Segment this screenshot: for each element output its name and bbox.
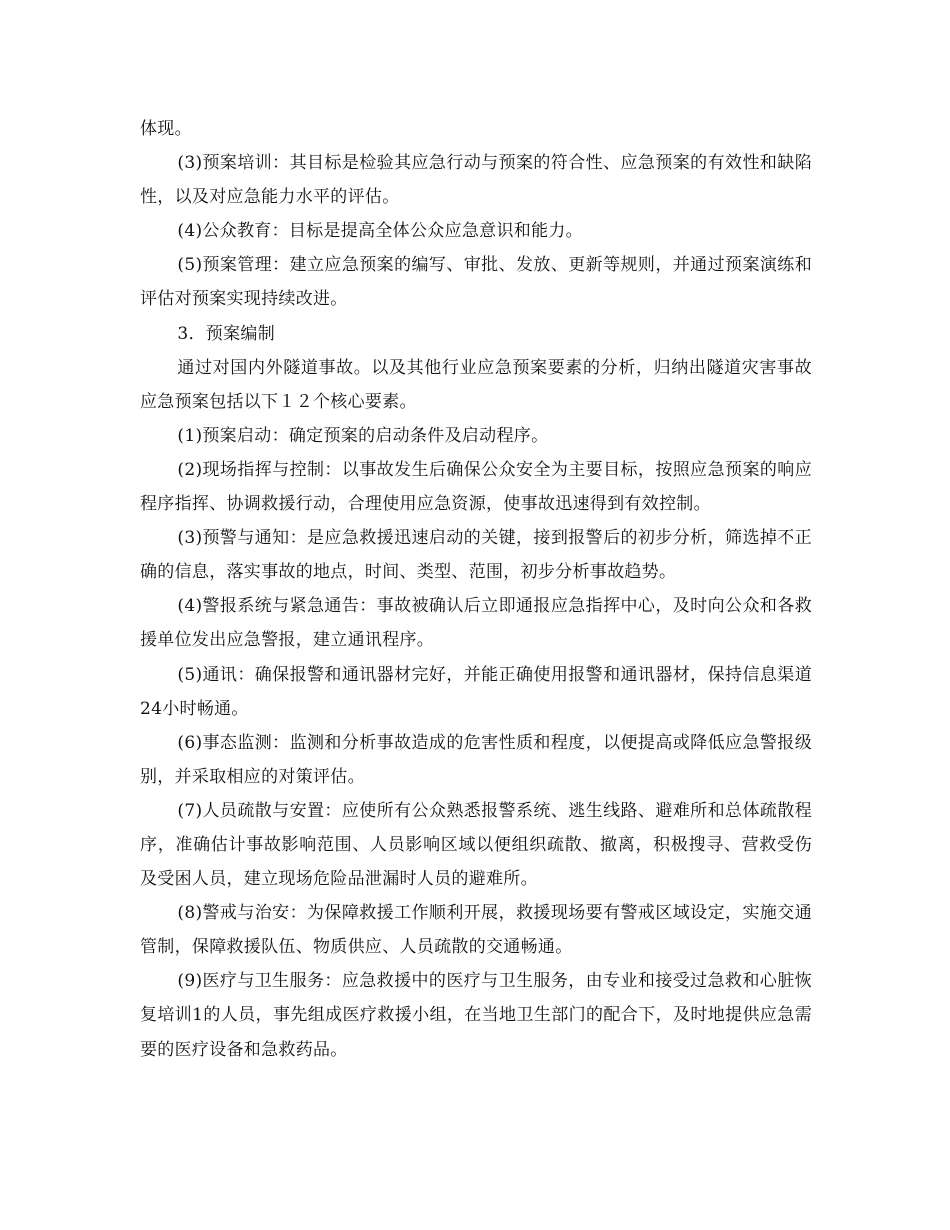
paragraph-plan-training: (3)预案培训：其目标是检验其应急行动与预案的符合性、应急预案的有效性和缺陷性，以及对应急能力水平的评估。 — [140, 153, 812, 208]
paragraph-evacuation: (7)人员疏散与安置：应使所有公众熟悉报警系统、逃生线路、避难所和总体疏散程序，准确估计事故影响范围、人员影响区域以便组织疏散、撤离，积极搜寻、营救受伤及受困人员，建立现场危险品泄漏时人员的避难所。 — [140, 800, 812, 890]
paragraph-medical: (9)医疗与卫生服务：应急救援中的医疗与卫生服务，由专业和接受过急救和心脏恢复培训1的人员，事先组成医疗救援小组，在当地卫生部门的配合下，及时地提供应急需要的医疗设备和急救药品。 — [140, 971, 812, 1060]
paragraph-alarm-system: (4)警报系统与紧急通告：事故被确认后立即通报应急指挥中心，及时向公众和各救援单位发出应急警报，建立通讯程序。 — [140, 596, 812, 651]
document-body — [140, 112, 812, 1067]
paragraph-intro: 通过对国内外隧道事故。以及其他行业应急预案要素的分析，归纳出隧道灾害事故应急预案包括以下１２个核心要素。 — [140, 357, 812, 412]
paragraph-command-control: (2)现场指挥与控制：以事故发生后确保公众安全为主要目标，按照应急预案的响应程序指挥、协调救援行动，合理使用应急资源，使事故迅速得到有效控制。 — [140, 459, 812, 515]
paragraph-public-education: (4)公众教育：目标是提高全体公众应急意识和能力。 — [177, 221, 583, 242]
paragraph-plan-management: (5)预案管理：建立应急预案的编写、审批、发放、更新等规则，并通过预案演练和评估对预案实现持续改进。 — [140, 255, 812, 310]
paragraph-communication: (5)通讯：确保报警和通讯器材完好，并能正确使用报警和通讯器材，保持信息渠道24小时畅通。 — [140, 664, 812, 719]
paragraph-continuation: 体现。 — [140, 119, 192, 139]
paragraph-monitoring: (6)事态监测：监测和分析事故造成的危害性质和程度，以便提高或降低应急警报级别，并采取相应的对策评估。 — [140, 732, 812, 787]
section-heading-plan-compilation: 3．预案编制 — [177, 323, 276, 344]
paragraph-warning-notification: (3)预警与通知：是应急救援迅速启动的关键，接到报警后的初步分析，筛选掉不正确的信息，落实事故的地点，时间、类型、范围，初步分析事故趋势。 — [140, 528, 812, 583]
paragraph-security: (8)警戒与治安：为保障救援工作顺利开展，救援现场要有警戒区域设定，实施交通管制，保障救援队伍、物质供应、人员疏散的交通畅通。 — [140, 903, 812, 958]
paragraph-plan-activation: (1)预案启动：确定预案的启动条件及启动程序。 — [177, 425, 549, 446]
